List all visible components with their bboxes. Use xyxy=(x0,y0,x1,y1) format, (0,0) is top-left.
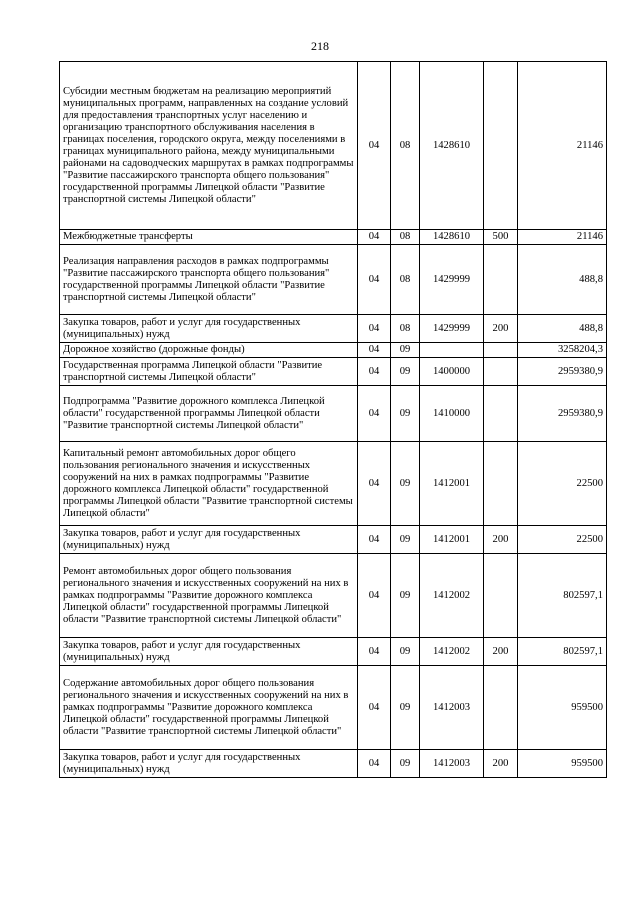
row-section: 04 xyxy=(358,750,391,778)
row-subsection: 09 xyxy=(391,386,420,442)
row-section: 04 xyxy=(358,638,391,666)
row-expense xyxy=(484,62,518,230)
row-section: 04 xyxy=(358,666,391,750)
row-expense xyxy=(484,386,518,442)
row-subsection: 09 xyxy=(391,750,420,778)
table-row xyxy=(60,230,607,245)
row-target: 1412003 xyxy=(420,750,484,778)
row-amount: 802597,1 xyxy=(518,638,607,666)
row-section: 04 xyxy=(358,554,391,638)
row-target: 1410000 xyxy=(420,386,484,442)
row-amount: 959500 xyxy=(518,750,607,778)
row-section: 04 xyxy=(358,386,391,442)
row-target: 1412001 xyxy=(420,442,484,526)
row-target: 1412002 xyxy=(420,638,484,666)
row-amount: 21146 xyxy=(518,62,607,230)
row-expense xyxy=(484,666,518,750)
row-name: Реализация направления расходов в рамках подпрограммы "Развитие пассажирского транспорта общего пользования" государственной программы Липецкой области "Развитие транспортной системы Липецкой области" xyxy=(60,245,358,315)
table-row xyxy=(60,554,607,638)
row-expense xyxy=(484,343,518,358)
row-name: Дорожное хозяйство (дорожные фонды) xyxy=(60,343,358,358)
row-amount: 488,8 xyxy=(518,315,607,343)
row-amount: 959500 xyxy=(518,666,607,750)
row-expense: 200 xyxy=(484,315,518,343)
row-expense: 200 xyxy=(484,638,518,666)
row-target: 1429999 xyxy=(420,315,484,343)
row-subsection: 09 xyxy=(391,554,420,638)
row-section: 04 xyxy=(358,442,391,526)
row-amount: 3258204,3 xyxy=(518,343,607,358)
budget-table xyxy=(59,61,607,778)
row-name: Государственная программа Липецкой области "Развитие транспортной системы Липецкой области" xyxy=(60,358,358,386)
row-expense xyxy=(484,245,518,315)
row-target: 1429999 xyxy=(420,245,484,315)
row-subsection: 08 xyxy=(391,245,420,315)
row-name: Капитальный ремонт автомобильных дорог общего пользования регионального значения и искусственных сооружений на них в рамках подпрограммы "Развитие дорожного комплекса Липецкой области" государственной программы Липецкой области "Развитие транспортной системы Липецкой области" xyxy=(60,442,358,526)
row-subsection: 09 xyxy=(391,526,420,554)
row-subsection: 09 xyxy=(391,358,420,386)
row-subsection: 09 xyxy=(391,638,420,666)
row-expense xyxy=(484,442,518,526)
row-expense: 200 xyxy=(484,750,518,778)
row-target: 1428610 xyxy=(420,230,484,245)
row-subsection: 08 xyxy=(391,62,420,230)
row-amount: 21146 xyxy=(518,230,607,245)
table-row xyxy=(60,245,607,315)
row-name: Закупка товаров, работ и услуг для государственных (муниципальных) нужд xyxy=(60,638,358,666)
row-section: 04 xyxy=(358,230,391,245)
row-target: 1400000 xyxy=(420,358,484,386)
row-section: 04 xyxy=(358,343,391,358)
row-name: Содержание автомобильных дорог общего пользования регионального значения и искусственных сооружений на них в рамках подпрограммы "Развитие дорожного комплекса Липецкой области" государственной программы Липецкой области "Развитие транспортной системы Липецкой области" xyxy=(60,666,358,750)
row-section: 04 xyxy=(358,526,391,554)
row-target: 1412001 xyxy=(420,526,484,554)
row-amount: 2959380,9 xyxy=(518,358,607,386)
row-name: Субсидии местным бюджетам на реализацию мероприятий муниципальных программ, направленных на создание условий для предоставления транспортных услуг населению и организацию транспортного обслуживания населения в границах поселения, городского округа, между поселениями в границах муниципального района, между муниципальными районами на садоводческих маршрутах в рамках подпрограммы "Развитие пассажирского транспорта общего пользования" государственной программы Липецкой области "Развитие транспортной системы Липецкой области" xyxy=(60,62,358,230)
table-row xyxy=(60,343,607,358)
row-subsection: 08 xyxy=(391,230,420,245)
table-row xyxy=(60,442,607,526)
table-row xyxy=(60,750,607,778)
row-amount: 488,8 xyxy=(518,245,607,315)
table-row xyxy=(60,315,607,343)
row-expense: 200 xyxy=(484,526,518,554)
row-name: Межбюджетные трансферты xyxy=(60,230,358,245)
row-expense xyxy=(484,554,518,638)
row-section: 04 xyxy=(358,315,391,343)
row-subsection: 09 xyxy=(391,666,420,750)
row-target: 1412003 xyxy=(420,666,484,750)
table-row xyxy=(60,666,607,750)
table-row xyxy=(60,526,607,554)
row-name: Закупка товаров, работ и услуг для государственных (муниципальных) нужд xyxy=(60,526,358,554)
row-amount: 22500 xyxy=(518,442,607,526)
row-name: Закупка товаров, работ и услуг для государственных (муниципальных) нужд xyxy=(60,750,358,778)
row-section: 04 xyxy=(358,245,391,315)
row-amount: 22500 xyxy=(518,526,607,554)
table-row xyxy=(60,62,607,230)
row-subsection: 09 xyxy=(391,442,420,526)
row-section: 04 xyxy=(358,62,391,230)
row-section: 04 xyxy=(358,358,391,386)
row-expense xyxy=(484,358,518,386)
row-name: Подпрограмма "Развитие дорожного комплекса Липецкой области" государственной программы Липецкой области "Развитие транспортной системы Липецкой области" xyxy=(60,386,358,442)
row-amount: 802597,1 xyxy=(518,554,607,638)
table-row xyxy=(60,386,607,442)
row-expense: 500 xyxy=(484,230,518,245)
row-name: Закупка товаров, работ и услуг для государственных (муниципальных) нужд xyxy=(60,315,358,343)
row-name: Ремонт автомобильных дорог общего пользования регионального значения и искусственных сооружений на них в рамках подпрограммы "Развитие дорожного комплекса Липецкой области" государственной программы Липецкой области "Развитие транспортной системы Липецкой области" xyxy=(60,554,358,638)
row-amount: 2959380,9 xyxy=(518,386,607,442)
row-target: 1412002 xyxy=(420,554,484,638)
row-subsection: 09 xyxy=(391,343,420,358)
row-target xyxy=(420,343,484,358)
table-row xyxy=(60,358,607,386)
page-number: 218 xyxy=(311,39,329,53)
row-subsection: 08 xyxy=(391,315,420,343)
table-row xyxy=(60,638,607,666)
row-target: 1428610 xyxy=(420,62,484,230)
